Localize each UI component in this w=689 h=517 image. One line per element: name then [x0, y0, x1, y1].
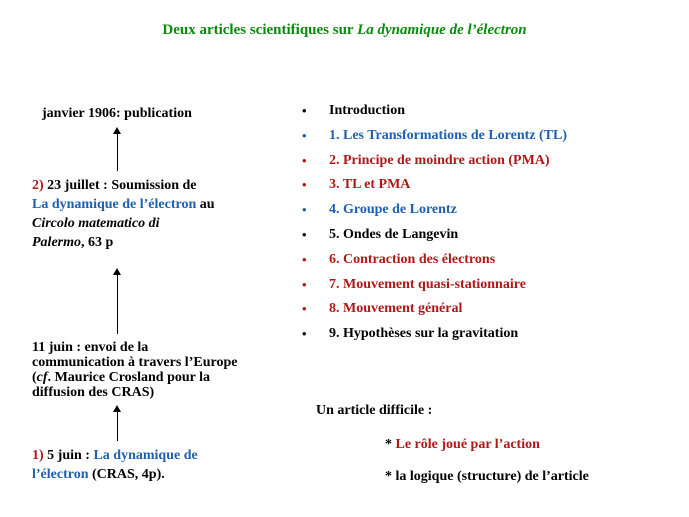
star-icon: *	[385, 469, 396, 484]
bullet-icon: •	[302, 276, 307, 292]
bullet-icon: •	[302, 326, 307, 342]
title-prefix: Deux articles scientifiques sur	[162, 22, 358, 38]
difficile-item-1-text: Le rôle joué par l’action	[395, 437, 540, 452]
bullet-icon: •	[302, 152, 307, 168]
arrow-up-icon	[113, 405, 123, 441]
toc-item	[302, 124, 567, 149]
juillet-date: 23 juillet : Soumission de	[43, 178, 197, 193]
arrow-up-icon	[113, 127, 123, 171]
toc-item	[302, 149, 567, 174]
toc-item-label: 5. Ondes de Langevin	[329, 226, 459, 242]
toc-item-label: 4. Groupe de Lorentz	[329, 202, 457, 218]
juin11-cf: cf	[36, 370, 48, 385]
toc-item	[302, 322, 567, 347]
toc-item-label: 3. TL et PMA	[329, 177, 411, 193]
juillet-journal-line2: Palermo	[32, 235, 81, 250]
juin11-line3: . Maurice Crosland pour la	[47, 370, 210, 385]
bullet-icon: •	[302, 251, 307, 267]
juin11-line4: diffusion des CRAS)	[32, 385, 155, 400]
juin11-line1: 11 juin : envoi de la	[32, 340, 149, 355]
toc-item	[302, 173, 567, 198]
slide-title	[0, 22, 689, 39]
juillet-journal-line1: Circolo matematico di	[32, 216, 160, 231]
toc-item-label: 6. Contraction des électrons	[329, 251, 496, 267]
juillet-pages: , 63 p	[81, 235, 114, 250]
bullet-icon: •	[302, 177, 307, 193]
toc-item	[302, 273, 567, 298]
bullet-icon: •	[302, 202, 307, 218]
toc-item	[302, 223, 567, 248]
juin5-number: 1)	[32, 448, 44, 463]
timeline-publication: janvier 1906: publication	[42, 106, 192, 121]
star-icon: *	[385, 437, 396, 452]
timeline-juillet	[32, 176, 292, 252]
difficile-item-1	[385, 437, 540, 453]
bullet-icon: •	[302, 301, 307, 317]
juin5-date: 5 juin :	[43, 448, 94, 463]
difficile-item-2-text: la logique (structure) de l’article	[395, 469, 589, 484]
toc-item	[302, 248, 567, 273]
bullet-icon: •	[302, 127, 307, 143]
timeline-juin5	[32, 446, 292, 484]
timeline-juin11: 11 juin : envoi de la communication à travers l’Europe (cf. Maurice Crosland pour la diffusion des CRAS)	[32, 340, 238, 400]
juillet-article: La dynamique de l’électron	[32, 197, 197, 212]
toc-item-label: 7. Mouvement quasi-stationnaire	[329, 276, 526, 292]
bullet-icon: •	[302, 103, 307, 118]
toc-item	[302, 297, 567, 322]
toc-item-label: 2. Principe de moindre action (PMA)	[329, 152, 550, 168]
bullet-icon: •	[302, 226, 307, 242]
toc-item	[302, 99, 567, 124]
toc-item-label: 8. Mouvement général	[329, 301, 463, 317]
toc-item-label: 1. Les Transformations de Lorentz (TL)	[329, 127, 567, 143]
difficile-heading: Un article difficile :	[316, 403, 433, 418]
juin5-article-line2: l’électron	[32, 467, 89, 482]
juin5-suffix: (CRAS, 4p).	[88, 467, 165, 482]
difficile-item-2	[385, 469, 589, 485]
toc-item-label: 9. Hypothèses sur la gravitation	[329, 326, 519, 342]
toc-list	[302, 99, 567, 347]
title-italic: La dynamique de l’électron	[357, 22, 527, 38]
juin5-article-line1: La dynamique de	[93, 448, 198, 463]
juin11-line2: communication à travers l’Europe	[32, 355, 238, 370]
toc-item-label: Introduction	[329, 103, 405, 118]
juillet-au: au	[196, 197, 215, 212]
juillet-number: 2)	[32, 178, 44, 193]
arrow-up-icon	[113, 268, 123, 334]
toc-item	[302, 198, 567, 223]
